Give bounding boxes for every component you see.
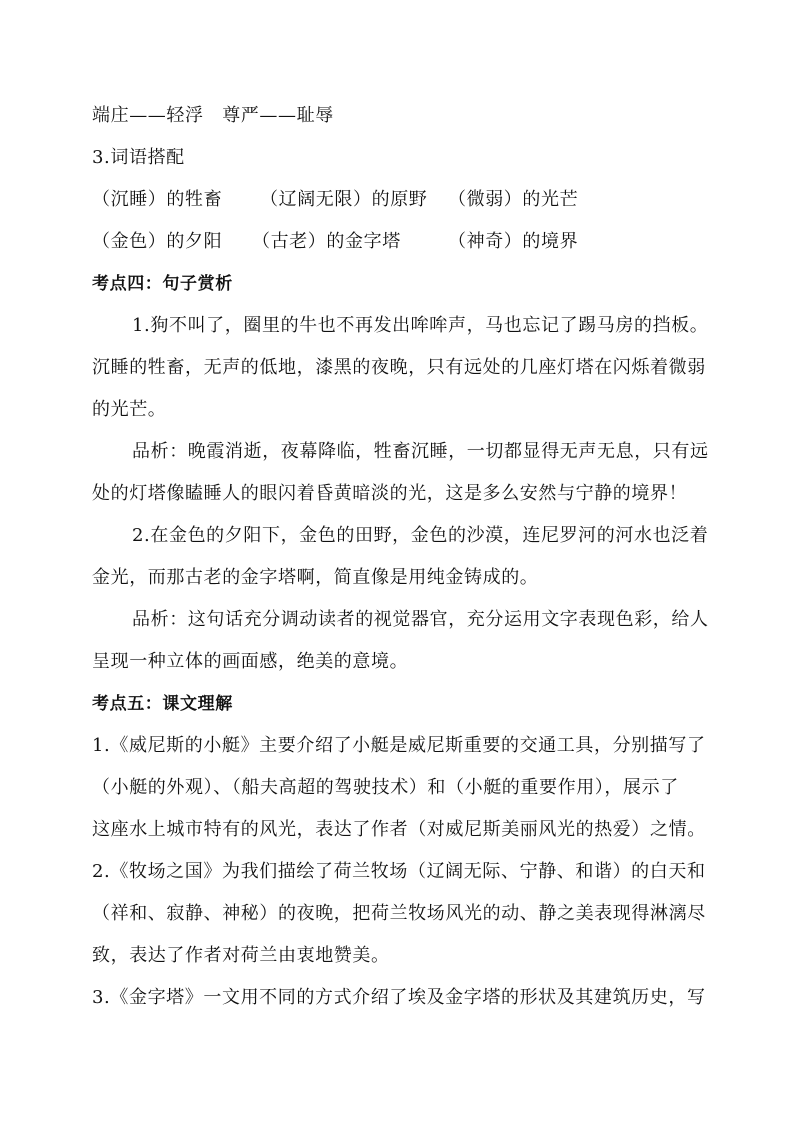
analysis-1-line-1: 品析：晚霞消逝，夜幕降临，牲畜沉睡，一切都显得无声无息，只有远 (132, 441, 709, 462)
section-heading-4: 考点四：句子赏析 (92, 274, 233, 294)
collocation-heading: 3.词语搭配 (92, 147, 185, 168)
sentence-1-line-1: 1.狗不叫了，圈里的牛也不再发出哞哞声，马也忘记了踢马房的挡板。 (132, 315, 709, 336)
understanding-1-line-3: 这座水上城市特有的风光，表达了作者（对威尼斯美丽风光的热爱）之情。 (92, 819, 706, 840)
sentence-2-line-1: 2.在金色的夕阳下，金色的田野，金色的沙漠，连尼罗河的河水也泛着 (132, 525, 709, 546)
analysis-2-line-1: 品析：这句话充分调动读者的视觉器官，充分运用文字表现色彩，给人 (132, 609, 709, 630)
understanding-1-line-2: （小艇的外观）、（船夫高超的驾驶技术）和（小艇的重要作用），展示了 (92, 777, 679, 798)
collocation-item: （微弱）的光芒 (448, 189, 579, 210)
antonym-pairs: 端庄——轻浮 尊严——耻辱 (92, 105, 334, 126)
section-heading-5: 考点五：课文理解 (92, 694, 233, 714)
understanding-2-line-1: 2.《牧场之国》为我们描绘了荷兰牧场（辽阔无际、宁静、和谐）的白天和 (92, 861, 706, 882)
collocation-item: （金色）的夕阳 (92, 231, 223, 252)
understanding-2-line-3: 致，表达了作者对荷兰由衷地赞美。 (92, 945, 390, 966)
understanding-1-line-1: 1.《威尼斯的小艇》主要介绍了小艇是威尼斯重要的交通工具，分别描写了 (92, 735, 706, 756)
sentence-1-line-3: 的光芒。 (92, 399, 167, 420)
collocation-item: （神奇）的境界 (448, 231, 579, 252)
analysis-1-line-2: 处的灯塔像瞌睡人的眼闪着昏黄暗淡的光，这是多么安然与宁静的境界！ (92, 483, 688, 504)
sentence-2-line-2: 金光，而那古老的金字塔啊，简直像是用纯金铸成的。 (92, 567, 539, 588)
understanding-3-line-1: 3.《金字塔》一文用不同的方式介绍了埃及金字塔的形状及其建筑历史，写 (92, 987, 706, 1008)
sentence-1-line-2: 沉睡的牲畜，无声的低地，漆黑的夜晚，只有远处的几座灯塔在闪烁着微弱 (92, 357, 706, 378)
collocation-item: （沉睡）的牲畜 (92, 189, 223, 210)
analysis-2-line-2: 呈现一种立体的画面感，绝美的意境。 (92, 651, 409, 672)
collocation-item: （辽阔无限）的原野 (260, 189, 428, 210)
collocation-item: （古老）的金字塔 (252, 231, 401, 252)
understanding-2-line-2: （祥和、寂静、神秘）的夜晚，把荷兰牧场风光的动、静之美表现得淋漓尽 (92, 903, 706, 924)
